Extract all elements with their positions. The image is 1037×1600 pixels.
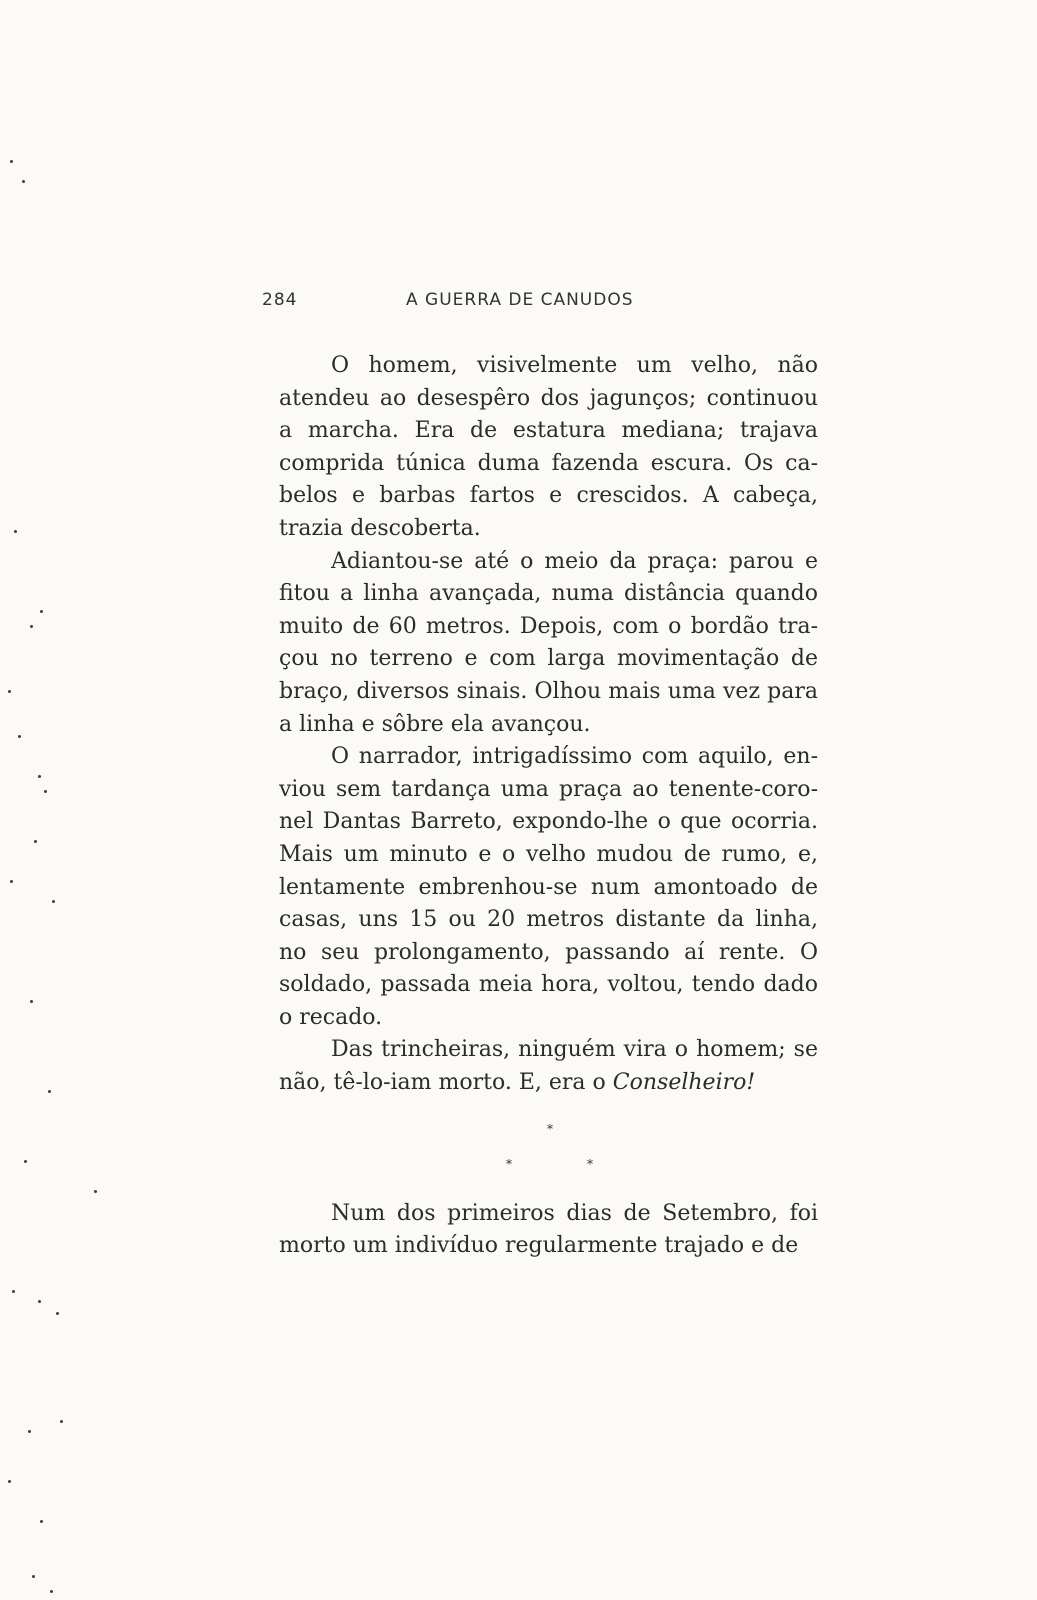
speck	[38, 775, 41, 778]
page-number: 284	[262, 290, 298, 310]
section-ornament	[279, 1108, 818, 1186]
running-head	[262, 290, 822, 314]
speck	[38, 1300, 41, 1303]
paragraph-5: Num dos primeiros dias de Setembro, foi morto um indivíduo regularmente trajado e de	[279, 1200, 818, 1259]
speck	[10, 880, 13, 883]
speck	[18, 735, 21, 738]
speck	[12, 1290, 15, 1293]
text-block	[279, 350, 818, 1263]
ornament-star-left: *	[506, 1156, 512, 1171]
speck	[8, 690, 11, 693]
paragraph-3: O narrador, intrigadíssimo com aquilo, enviou sem tardança uma praça ao tenente-coronel Dantas Barreto, expondo-lhe o que ocorria. Mais um minuto e o velho mudou de rumo, e, lentamente embrenhou-se num amontoado de casas, uns 15 ou 20 metros distante da linha, no seu prolongamento, passando aí rente. O soldado, passada meia hora, voltou, tendo dado o recado.	[279, 744, 818, 1030]
paragraph-4-text: Das trincheiras, ninguém vira o homem; se não, tê-lo-iam morto. E, era o	[279, 1037, 818, 1096]
speck	[48, 1090, 51, 1093]
paragraph-1: O homem, visivelmente um velho, não atendeu ao desespêro dos jagunços; continuou a marcha. Era de estatura mediana; trajava comprida túnica duma fazenda escura. Os cabelos e barbas fartos e crescidos. A cabeça, trazia descoberta.	[279, 353, 818, 541]
speck	[28, 1430, 31, 1433]
speck	[56, 1312, 59, 1315]
paragraph-2: Adiantou-se até o meio da praça: parou e fitou a linha avançada, numa distância quando muito de 60 metros. Depois, com o bordão traçou no terreno e com larga movimentação de braço, diversos sinais. Olhou mais uma vez para a linha e sôbre ela avançou.	[279, 548, 818, 737]
speck	[14, 530, 17, 533]
speck	[8, 1480, 11, 1483]
speck	[22, 180, 25, 183]
speck	[52, 900, 55, 903]
speck	[10, 160, 13, 163]
ornament-star-top: *	[547, 1121, 553, 1136]
speck	[94, 1190, 97, 1193]
speck	[50, 1590, 53, 1593]
speck	[60, 1420, 63, 1423]
conselheiro-emphasis: Conselheiro!	[612, 1070, 756, 1096]
ornament-star-right: *	[587, 1156, 593, 1171]
speck	[30, 625, 33, 628]
speck	[44, 790, 47, 793]
paragraph-4	[279, 1034, 818, 1099]
speck	[24, 1160, 27, 1163]
speck	[34, 840, 37, 843]
speck	[32, 1575, 35, 1578]
speck	[40, 610, 43, 613]
speck	[40, 1520, 43, 1523]
book-title: A GUERRA DE CANUDOS	[406, 290, 634, 310]
speck	[30, 1000, 33, 1003]
margin-specks	[0, 0, 120, 1600]
